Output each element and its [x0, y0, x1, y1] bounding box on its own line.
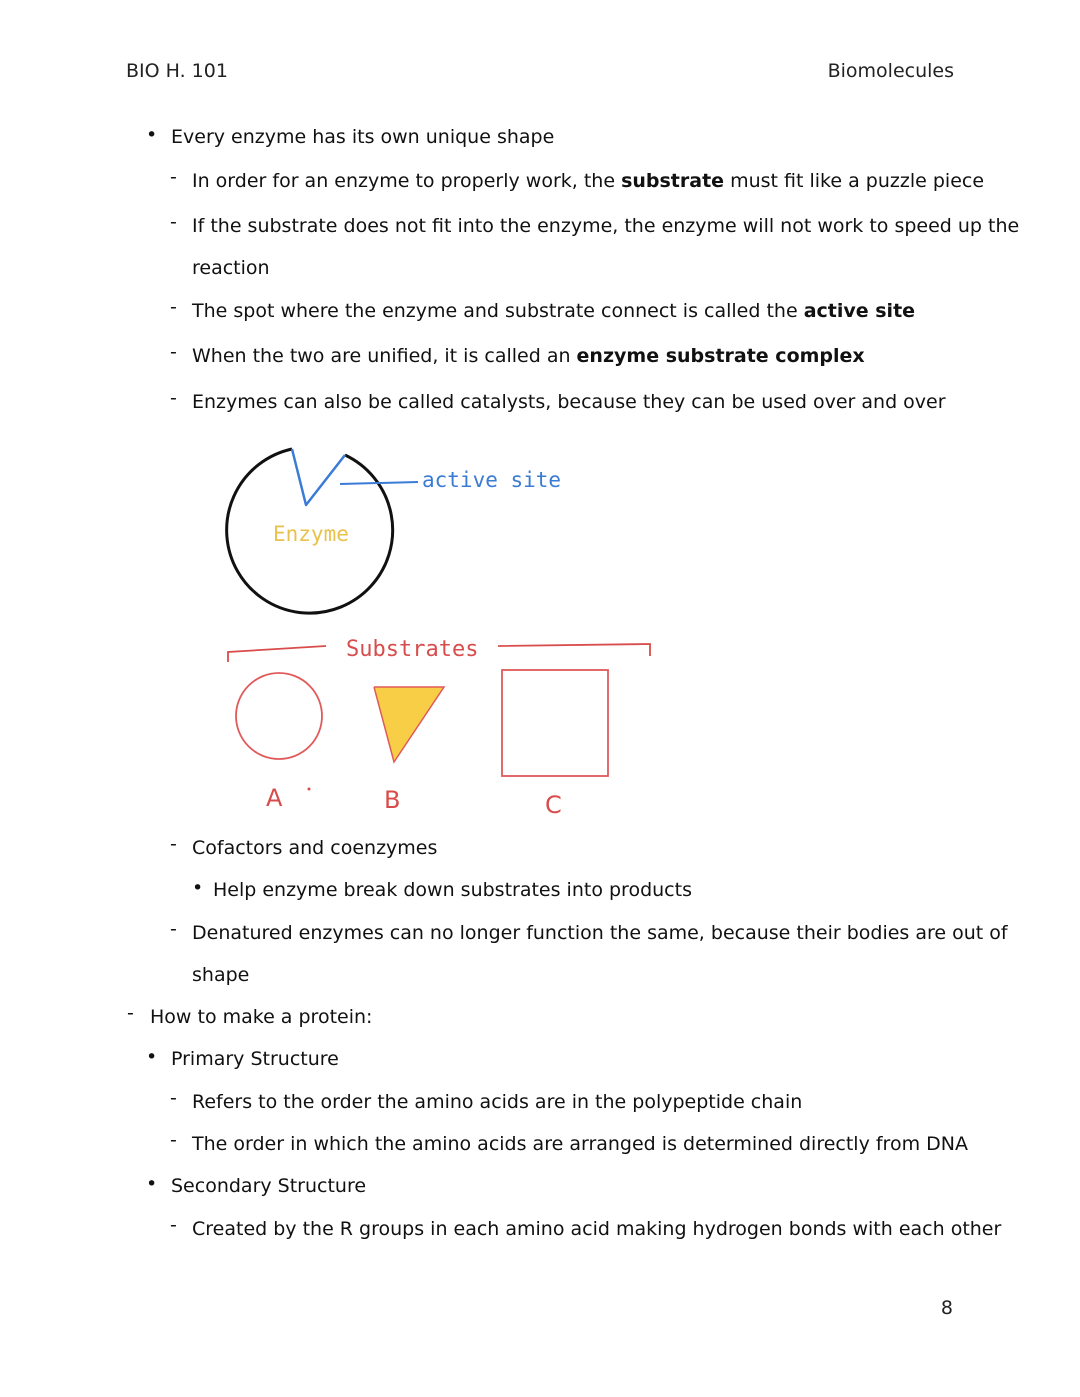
substrate-a-circle — [236, 673, 322, 759]
dash-mark: - — [170, 918, 177, 940]
topic-title: Biomolecules — [827, 60, 954, 82]
dash-mark: - — [170, 387, 177, 409]
bullet-dot: • — [146, 1173, 158, 1195]
line-cofactors: Cofactors and coenzymes — [192, 837, 438, 859]
dash-mark: - — [170, 166, 177, 188]
active-site-pointer — [340, 482, 418, 484]
substrate-b-label: B — [384, 786, 401, 814]
bullet-dot: • — [146, 124, 158, 146]
line-catalysts: Enzymes can also be called catalysts, because they can be used over and over — [192, 391, 946, 413]
line-help-enzyme: Help enzyme break down substrates into products — [213, 879, 692, 901]
bullet-dot: • — [146, 1046, 158, 1068]
line-denatured: Denatured enzymes can no longer function the same, because their bodies are out of — [192, 922, 1008, 944]
substrates-bracket-right — [498, 644, 650, 656]
line-no-fit: If the substrate does not fit into the enzyme, the enzyme will not work to speed up the — [192, 215, 1020, 237]
dash-mark: - — [170, 211, 177, 233]
term-enzyme-substrate-complex: enzyme substrate complex — [576, 345, 865, 367]
line-active-site: The spot where the enzyme and substrate connect is called the active site — [192, 300, 916, 322]
substrates-label: Substrates — [346, 637, 479, 662]
substrate-a-dot — [308, 788, 311, 791]
term-active-site: active site — [803, 300, 916, 322]
line-denatured-cont: shape — [192, 964, 250, 986]
line-primary-dna: The order in which the amino acids are arranged is determined directly from DNA — [192, 1133, 968, 1155]
page-number: 8 — [940, 1297, 953, 1319]
dash-mark: - — [127, 1002, 134, 1024]
dash-mark: - — [170, 1214, 177, 1236]
substrate-a-label: A — [266, 784, 283, 812]
bullet-every-enzyme: Every enzyme has its own unique shape — [171, 126, 555, 148]
dash-mark: - — [170, 341, 177, 363]
line-how-to-make-protein: How to make a protein: — [150, 1006, 373, 1028]
substrate-c-label: C — [545, 791, 562, 819]
line-primary-order: Refers to the order the amino acids are in the polypeptide chain — [192, 1091, 803, 1113]
line-secondary-hbonds: Created by the R groups in each amino acid making hydrogen bonds with each other — [192, 1218, 1002, 1240]
active-site-label: active site — [422, 468, 562, 492]
line-complex: When the two are unified, it is called an enzyme substrate complex — [192, 345, 865, 367]
enzyme-label: Enzyme — [273, 522, 349, 546]
course-code: BIO H. 101 — [126, 60, 228, 82]
dash-mark: - — [170, 296, 177, 318]
dash-mark: - — [170, 833, 177, 855]
bullet-secondary-structure: Secondary Structure — [171, 1175, 367, 1197]
bullet-dot: • — [192, 877, 204, 899]
bullet-primary-structure: Primary Structure — [171, 1048, 339, 1070]
active-site-notch — [292, 449, 345, 505]
line-no-fit-cont: reaction — [192, 257, 270, 279]
term-substrate: substrate — [621, 170, 725, 192]
substrate-c-square — [502, 670, 608, 776]
dash-mark: - — [170, 1087, 177, 1109]
dash-mark: - — [170, 1129, 177, 1151]
substrates-bracket-left — [228, 646, 326, 662]
line-substrate-fit: In order for an enzyme to properly work, the substrate must fit like a puzzle piece — [192, 170, 985, 192]
